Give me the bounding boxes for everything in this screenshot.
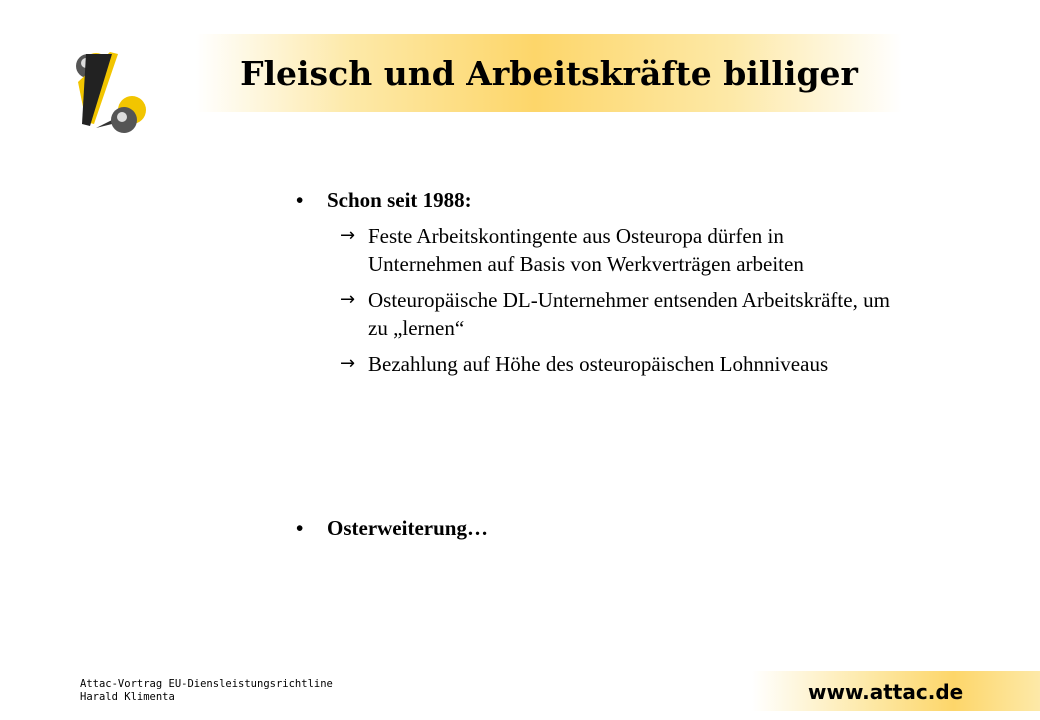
bullet-item	[290, 514, 488, 542]
sub-item-text: Osteuropäische DL-Unternehmer entsenden Arbeitskräfte, um zu „lernen“	[368, 288, 890, 340]
bullet-text: Osterweiterung…	[327, 516, 488, 540]
attac-logo-icon	[72, 44, 152, 140]
footer-url-link[interactable]: www.attac.de	[808, 680, 964, 704]
sub-item	[290, 222, 890, 278]
bullet-text: Schon seit 1988:	[327, 188, 472, 212]
sub-item-text: Bezahlung auf Höhe des osteuropäischen Lohnniveaus	[368, 352, 829, 376]
arrow-right-icon: →	[340, 225, 356, 246]
footer-credits	[80, 678, 333, 704]
arrow-right-icon: →	[340, 289, 356, 310]
sub-item	[290, 350, 890, 378]
sub-item-text: Feste Arbeitskontingente aus Osteuropa dürfen in Unternehmen auf Basis von Werkverträgen arbeiten	[368, 224, 804, 276]
bullet-marker: •	[296, 516, 304, 540]
sub-list	[290, 222, 890, 378]
footer-line-2: Harald Klimenta	[80, 691, 175, 703]
slide-title: Fleisch und Arbeitskräfte billiger	[240, 54, 858, 93]
sub-item	[290, 286, 890, 342]
footer-line-1: Attac-Vortrag EU-Diensleistungsrichtline	[80, 678, 333, 690]
bullet-marker: •	[296, 188, 304, 212]
slide-content	[290, 186, 890, 378]
arrow-right-icon: →	[340, 353, 356, 374]
bullet-item	[290, 186, 890, 214]
